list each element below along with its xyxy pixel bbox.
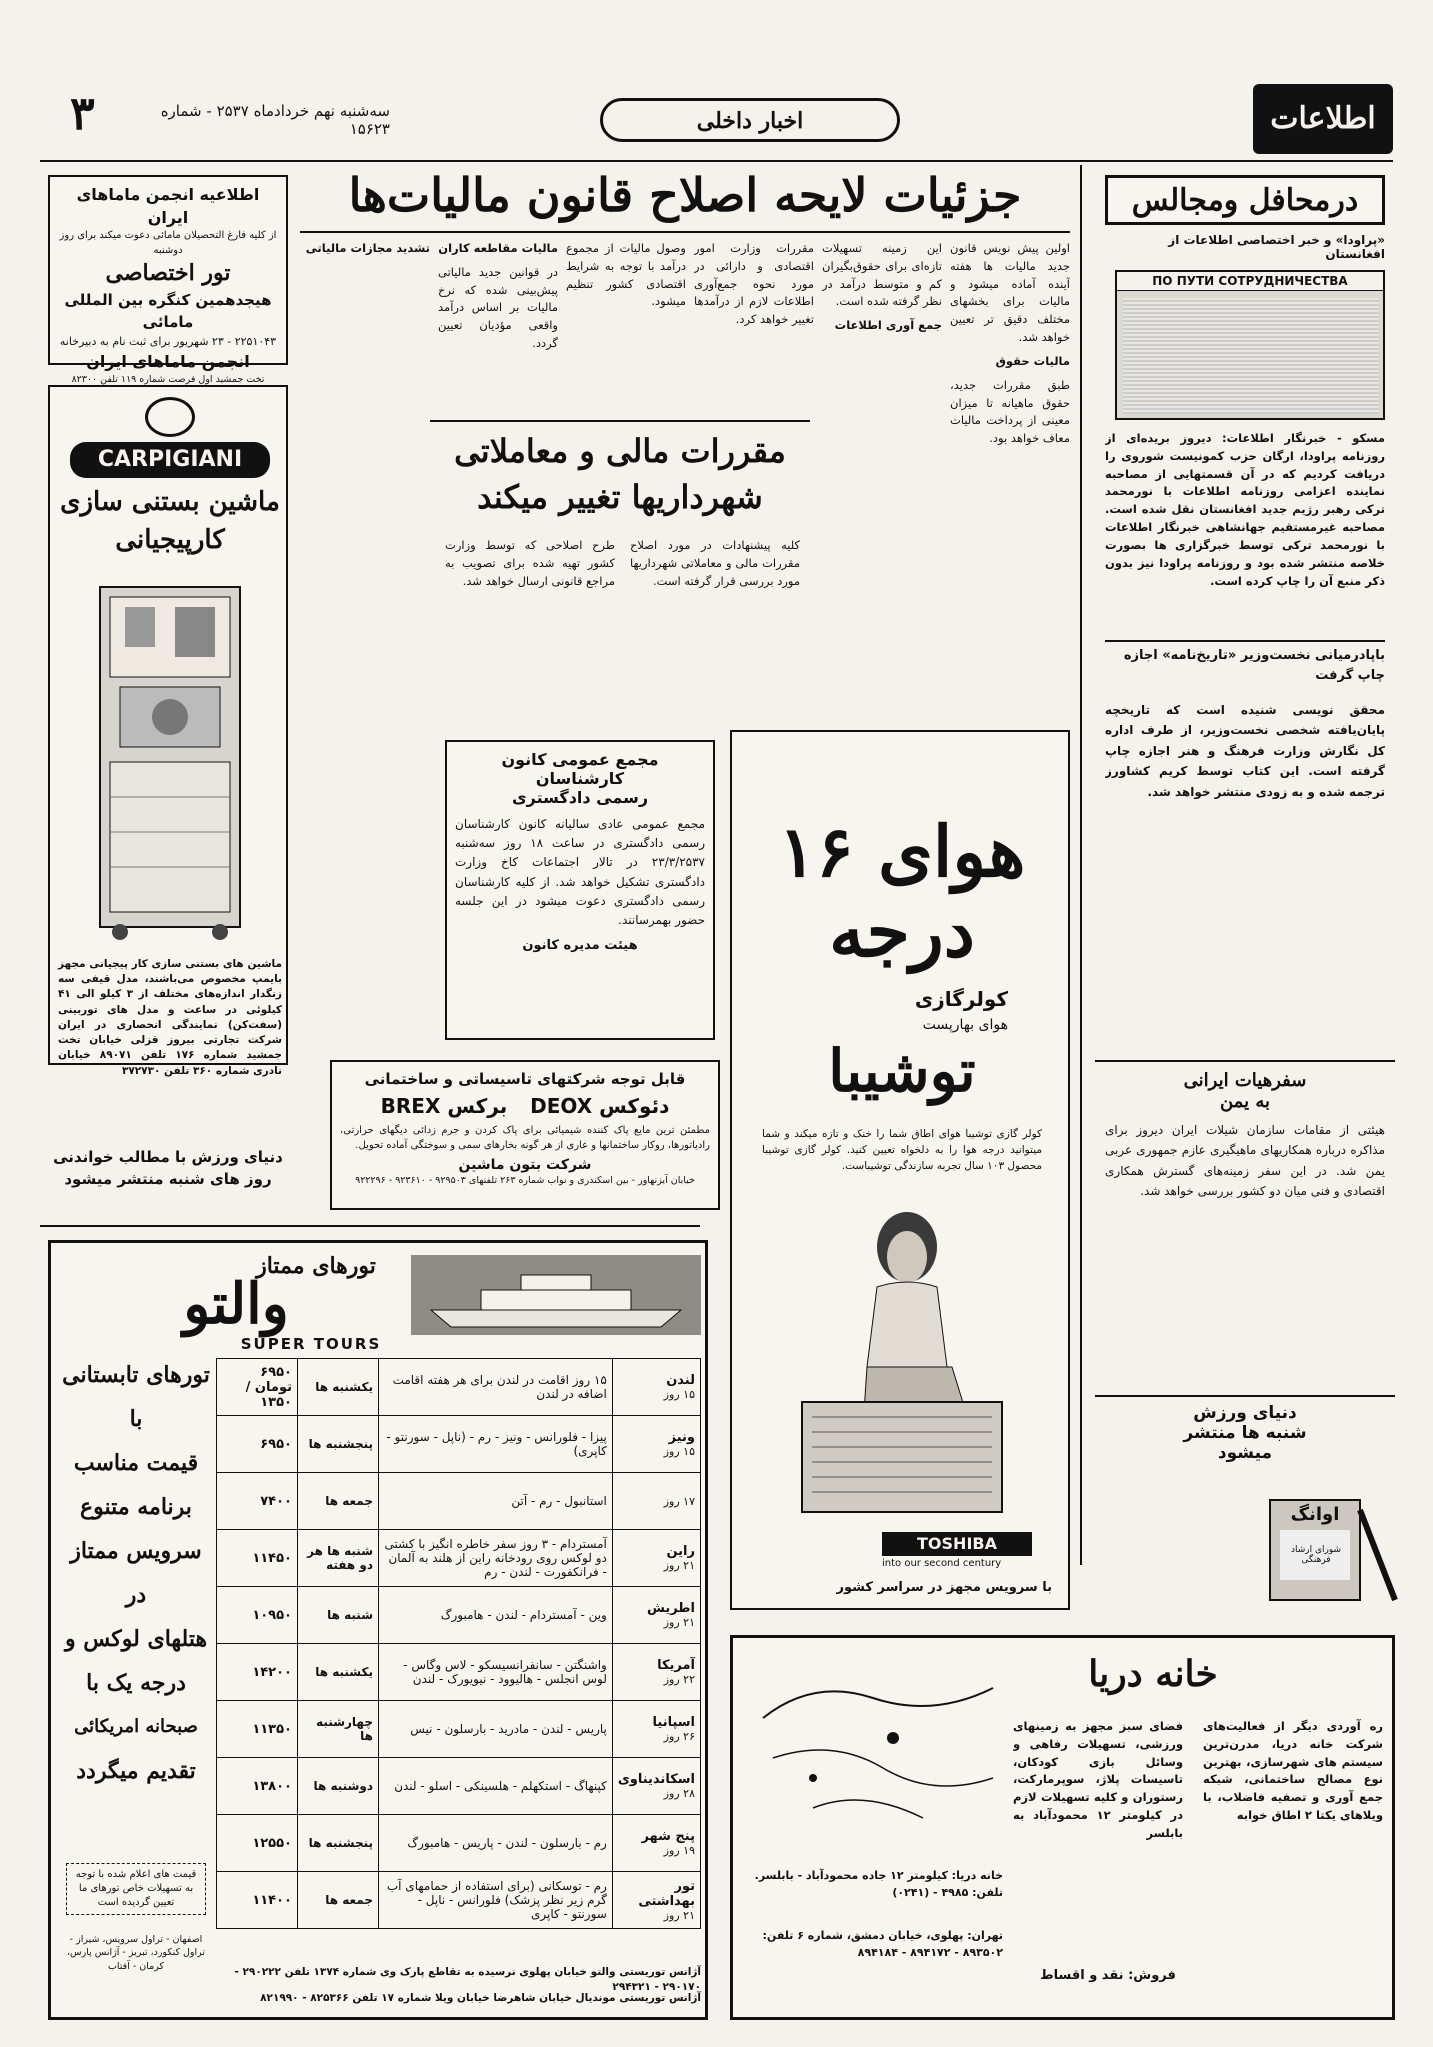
main-subhead: تشدید مجازات مالیاتی	[305, 241, 430, 255]
toshiba-model-image	[772, 1202, 1032, 1532]
tours-footer2: آژانس توریستی موندیال خیابان شاهرضا خیابان ویلا شماره ۱۷ تلفن ۸۲۵۳۶۶ - ۸۲۱۹۹۰	[260, 1992, 701, 2004]
deox-address: خیابان آیزنهاور - بین اسکندری و نواب شماره ۲۶۳ تلفنهای ۹۲۹۵۰۳ - ۹۲۳۶۱۰ - ۹۲۲۲۹۶	[355, 1175, 695, 1186]
tours-destination-name: تور بهداشتی	[638, 1878, 695, 1909]
midwives-line7: تخت جمشید اول فرصت شماره ۱۱۹ تلفن ۸۲۳۰۰	[71, 373, 265, 385]
tours-destination-name: اسکاندیناوی	[617, 1772, 695, 1787]
darya-ad	[730, 1635, 1395, 2020]
tours-row	[217, 1530, 701, 1587]
assemblies-caption: باپادرمیانی نخست‌وزیر «تاریخ‌نامه» اجازه چاپ گرفت	[1105, 640, 1385, 685]
tours-description: واشنگتن - سانفرانسیسکو - لاس وگاس - لوس انجلس - هالیوود - نیویورک - لندن	[379, 1644, 613, 1701]
tours-table	[216, 1358, 701, 1929]
tours-price: ۱۱۳۵۰	[217, 1701, 298, 1758]
tours-slogan-line: تورهای تابستانی	[62, 1362, 210, 1388]
rule-right-col	[1080, 165, 1082, 1565]
deox-company: شرکت بتون ماشین	[458, 1157, 592, 1173]
pravda-clipping	[1115, 270, 1385, 420]
rule-left-mid	[40, 1225, 700, 1227]
darya-map-image	[753, 1658, 1003, 1848]
ice-cream-machine-image	[80, 577, 260, 947]
tours-description: پاریس - لندن - مادرید - بارسلون - نیس	[379, 1701, 613, 1758]
main-paragraph: در قوانین جدید مالیاتی پیش‌بینی شده که نرخ مالیات بر اساس درآمد واقعی مؤدیان تعیین گردد.	[438, 264, 558, 351]
tours-duration: ۲۱ روز	[663, 1908, 695, 1922]
tours-description: پیزا - فلورانس - ونیز - رم - (ناپل - سورنتو - کاپری)	[379, 1416, 613, 1473]
tours-duration: ۲۱ روز	[663, 1559, 695, 1572]
tours-price: ۷۴۰۰	[217, 1473, 298, 1530]
main-article-headline: جزئیات لایحه اصلاح قانون مالیات‌ها	[348, 168, 1022, 222]
midwives-line5: ۲۲۵۱۰۴۳ - ۲۳ شهریور برای ثبت نام به دبیرخانه	[59, 334, 277, 348]
tours-price: ۱۳۸۰۰	[217, 1758, 298, 1815]
midwives-line1: اطلاعیه انجمن ماماهای ایران	[76, 185, 260, 228]
tours-description: کپنهاگ - استکهلم - هلسینکی - اسلو - لندن	[379, 1758, 613, 1815]
tours-destination	[612, 1359, 700, 1416]
midwives-notice	[48, 175, 288, 385]
tours-price: ۱۴۲۰۰	[217, 1644, 298, 1701]
deox-title: قابل توجه شرکتهای تاسیساتی و ساختمانی	[364, 1070, 686, 1088]
assemblies-body: مسکو - خبرنگار اطلاعات: دیروز بریده‌ای از روزنامه پراودا، ارگان حزب کمونیست شوروی را دریافت کردیم که در آن قسمتهایی از مصاحبه نماینده اعزامی روزنامه اطلاعات با نورمحمد ترکی رهبر رژیم جدید افغانستان نقل شده است. مصاحبه غیرمستقیم جهانشاهی خبرنگار اطلاعات با نورمحمد ترکی توسط خبرگزاری ها بصورت خلاصه منتشر شده بود و روزنامه پراودا نیز بدون ذکر منبع آن را چاپ کرده است.	[1105, 431, 1385, 588]
tours-price: ۱۲۵۵۰	[217, 1815, 298, 1872]
tours-day: جمعه ها	[298, 1872, 379, 1929]
tours-row	[217, 1815, 701, 1872]
tours-day: شنبه ها هر دو هفته	[298, 1530, 379, 1587]
tours-destination-name: لندن	[666, 1373, 695, 1388]
carpigiani-ad	[48, 385, 288, 1077]
sports-notice-left	[48, 1148, 288, 1208]
tours-destination-name: اطریش	[646, 1601, 695, 1616]
assemblies-intro: «پراودا» و خبر اختصاصی اطلاعات از افغانستان	[1168, 233, 1385, 261]
sports-right-line2: شنبه ها منتشر	[1183, 1423, 1307, 1443]
main-paragraph: طبق مقررات جدید، حقوق ماهیانه تا میزان معینی از پرداخت مالیات معاف خواهد بود.	[950, 377, 1070, 446]
toshiba-sub2: هوای بهارپست	[922, 1017, 1008, 1033]
main-col-6	[305, 240, 430, 680]
tours-price: ۶۹۵۰	[217, 1416, 298, 1473]
brex-brand-fa: برکس	[447, 1094, 508, 1118]
tours-row	[217, 1644, 701, 1701]
history-note: محقق نویسی شنیده است که تاریخچه پایان‌یافته شخصی نخست‌وزیر، از طرف اداره کل نگارش وزارت فرهنگ و هنر اجازه چاپ گرفته است. این کتاب توسط کریم کشاورز ترجمه شده و به زودی منتشر خواهد شد.	[1105, 703, 1385, 799]
tours-day: یکشنبه ها	[298, 1644, 379, 1701]
owl-caption: شورای ارشاد فرهنگی	[1290, 1545, 1342, 1565]
tours-destination-name: پنج شهر	[641, 1829, 695, 1844]
tours-price: ۶۹۵۰ تومان / ۱۳۵۰	[217, 1359, 298, 1416]
tours-table-wrap	[216, 1358, 701, 1958]
midwives-line2: از کلیه فارغ التحصیلان مامائی دعوت میکند برای روز دوشنبه	[59, 230, 277, 256]
tours-slogan-line: قیمت مناسب	[73, 1450, 199, 1476]
tours-footer1: آژانس توریستی والتو خیابان پهلوی نرسیده به تقاطع پارک وی شماره ۱۳۷۴ تلفن ۲۹۰۲۲۲ - ۲۹۰۱۷۰ - ۲۹۴۳۲۱	[234, 1966, 701, 1993]
tours-destination	[612, 1587, 700, 1644]
deox-brand-en: DEOX	[530, 1094, 593, 1118]
carpigiani-title1: ماشین بستنی سازی	[60, 487, 280, 517]
tours-day: جمعه ها	[298, 1473, 379, 1530]
tours-description: استانبول - رم - آتن	[379, 1473, 613, 1530]
ambassador-article	[1095, 1060, 1395, 1390]
tours-price: ۱۰۹۵۰	[217, 1587, 298, 1644]
tours-duration: ۱۷ روز	[663, 1494, 695, 1508]
municipal-headline1: مقررات مالی و معاملاتی	[454, 432, 786, 470]
toshiba-ad	[730, 730, 1070, 1610]
deox-body: مطمئن ترین مایع پاک کننده شیمیائی برای پاک کردن و جرم زدائی دیگهای حرارتی، رادیاتورها، روکار ساختمانها و عاری از هر گونه بخارهای سمی و سوختگی آماده تحویل.	[340, 1125, 710, 1151]
tours-day: چهارشنبه ها	[298, 1701, 379, 1758]
darya-brand: خانه دریا	[1088, 1653, 1218, 1695]
tours-description: وین - آمستردام - لندن - هامبورگ	[379, 1587, 613, 1644]
assemblies-column	[1095, 165, 1395, 695]
tours-side-slogans	[61, 1353, 211, 1853]
tours-day: شنبه ها	[298, 1587, 379, 1644]
tours-note: قیمت های اعلام شده با توجه به تسهیلات خاص تورهای ما تعیین گردیده است	[66, 1863, 206, 1915]
toshiba-body: کولر گازی توشیبا هوای اطاق شما را خنک و تازه میکند و شما میتوانید درجه هوا را به دلخواه تعیین کنید. کولر گازی توشیبا محصول ۱۰۳ سال تجربه سازندگی توشیباست.	[762, 1128, 1042, 1172]
tours-destination	[612, 1644, 700, 1701]
tours-destination-name: راین	[666, 1544, 695, 1559]
tours-duration: ۲۲ روز	[663, 1673, 695, 1686]
date-line: سه‌شنبه نهم خردادماه ۲۵۳۷ - شماره ۱۵۶۲۳	[160, 102, 390, 138]
section-title: اخبار داخلی	[696, 108, 804, 134]
owl-ad	[1240, 1490, 1400, 1610]
sports-notice-right	[1095, 1395, 1395, 1485]
tours-slogan-line: تقدیم میگردد	[76, 1758, 196, 1784]
ambassador-title2: به یمن	[1219, 1091, 1271, 1112]
midwives-line4: هیجدهمین کنگره بین المللی مامائی	[64, 291, 272, 332]
midwives-line3: تور اختصاصی	[105, 260, 231, 287]
tours-description: ۱۵ روز اقامت در لندن برای هر هفته اقامت اضافه در لندن	[379, 1359, 613, 1416]
accountants-signature: هیئت مدیره کانون	[522, 938, 638, 954]
owl-brand: اوانگ	[1290, 1504, 1340, 1525]
main-subhead: مالیات مقاطعه کاران	[438, 241, 558, 255]
tours-description: رم - توسکانی (برای استفاده از حمامهای آب گرم زیر نظر پزشک) فلورانس - ناپل - سورنتو - کاپری	[379, 1872, 613, 1929]
sports-left-line1: دنیای ورزش با مطالب خواندنی	[53, 1148, 283, 1166]
accountants-body: مجمع عمومی عادی سالیانه کانون کارشناسان رسمی دادگستری در ساعت ۱۸ روز سه‌شنبه ۲۳/۳/۲۵۳۷ در تالار اجتماعات کاخ وزارت دادگستری تشکیل خواهد شد. از کلیه کارشناسان رسمی دادگستری دعوت میشود در این جلسه حضور بهمرسانند.	[455, 817, 705, 927]
main-paragraph: این زمینه تسهیلات تازه‌ای برای حقوق‌بگیران کم و متوسط درآمد در نظر گرفته شده است.	[822, 241, 942, 309]
accountants-title1: مجمع عمومی کانون کارشناسان	[501, 750, 659, 788]
municipal-headline2: شهرداریها تغییر میکند	[477, 478, 763, 516]
tours-day: پنجشنبه ها	[298, 1815, 379, 1872]
tours-day: پنجشنبه ها	[298, 1416, 379, 1473]
tours-destination	[612, 1758, 700, 1815]
toshiba-sub1: کولرگازی	[914, 987, 1008, 1011]
tours-duration: ۲۱ روز	[663, 1616, 695, 1629]
tours-row	[217, 1587, 701, 1644]
carpigiani-footer: ماشین های بستنی سازی کار پیجیانی مجهز بایمپ مخصوص می‌باشند، مدل قیفی سه زنگدار اندازه‌های مختلف از ۳ کیلو الی ۴۱ کیلوئی در ساعت و مدل های توربینی (سفت‌کن) نمایندگی انحصاری در ایران شرکت تجارتی بیروز قزلی خیابان تخت جمشید شماره ۱۷۶ تلفن ۸۹۰۷۱ خیابان نادری شماره ۳۶۰ تلفن ۳۷۲۷۳۰	[58, 958, 282, 1077]
tours-brand: والتو	[183, 1271, 289, 1337]
toshiba-brand-fa: توشیبا	[828, 1037, 976, 1105]
tours-slogan-line: سرویس ممتاز	[70, 1538, 202, 1564]
tours-row	[217, 1758, 701, 1815]
darya-col1: فضای سبز مجهز به زمینهای ورزشی، تسهیلات رفاهی و وسائل بازی کودکان، تاسیسات پلاژ، سوپرمارکت، رستوران و کلیه تسهیلات لازم در کیلومتر ۱۲ محمودآباد به بابلسر	[1013, 1719, 1183, 1840]
accountants-title2: رسمی دادگستری	[511, 788, 649, 807]
tours-duration: ۱۵ روز	[663, 1388, 695, 1401]
tours-destination	[612, 1416, 700, 1473]
tours-destination	[612, 1701, 700, 1758]
sports-right-line1: دنیای ورزش	[1193, 1403, 1297, 1423]
ambassador-title1: سفرهیات ایرانی	[1183, 1070, 1307, 1091]
toshiba-footer: با سرویس مجهز در سراسر کشور	[836, 1580, 1052, 1595]
carpigiani-emblem	[145, 397, 195, 437]
toshiba-headline1: هوای ۱۶	[778, 810, 1026, 893]
municipal-col-2	[445, 537, 615, 697]
main-col-3	[694, 240, 814, 420]
darya-address1: خانه دریا: کیلومتر ۱۲ جاده محمودآباد - بابلسر. تلفن: ۴۹۸۵ - (۰۲۴۱)	[754, 1869, 1003, 1899]
tours-ad	[48, 1240, 708, 2020]
tours-slogan-line: هتلهای لوکس و	[64, 1626, 208, 1652]
tours-slogan-line: با	[129, 1406, 143, 1432]
tours-row	[217, 1416, 701, 1473]
accountants-notice	[445, 740, 715, 1040]
main-paragraph: وصول مالیات از مجموع درآمد با توجه به شرایط اقتصادی کشور تنظیم میشود.	[566, 241, 686, 309]
tours-slogan-line: صبحانه امریکائی	[74, 1716, 198, 1737]
tours-row	[217, 1701, 701, 1758]
darya-address2: تهران: پهلوی، خیابان دمشق، شماره ۶ تلفن: ۸۹۳۵۰۲ - ۸۹۴۱۷۲ - ۸۹۴۱۸۴	[762, 1929, 1003, 1959]
tours-slogan-line: در	[125, 1582, 147, 1608]
tours-brand-en: SUPER TOURS	[240, 1335, 382, 1353]
main-col-2	[822, 240, 942, 680]
toshiba-brand-en: TOSHIBA	[882, 1532, 1032, 1556]
main-paragraph: اولین پیش نویس قانون جدید مالیات ها هفته آینده آماده میشود و مالیات برای بخشهای مختلف دقیق تر تعیین خواهد شد.	[950, 241, 1070, 345]
toshiba-slogan: into our second century	[882, 1558, 1002, 1569]
masthead-rule	[40, 160, 1393, 162]
tours-description: رم - بارسلون - لندن - پاریس - هامبورگ	[379, 1815, 613, 1872]
main-subhead: جمع آوری اطلاعات	[834, 318, 942, 333]
brex-brand-en: BREX	[380, 1094, 441, 1118]
tours-ship-image	[411, 1255, 701, 1335]
tours-destination	[612, 1530, 700, 1587]
municipal-article	[430, 420, 810, 710]
municipal-paragraph: طرح اصلاحی که توسط وزارت کشور تهیه شده برای تصویب به مراجع قانونی ارسال خواهد شد.	[445, 538, 615, 588]
deox-brand-fa: دئوکس	[599, 1094, 670, 1118]
masthead	[30, 80, 1403, 160]
tours-duration: ۲۶ روز	[663, 1730, 695, 1743]
newspaper-logo	[1253, 84, 1393, 154]
ambassador-body: هیئتی از مقامات سازمان شیلات ایران دیروز برای مذاکره درباره همکاریهای ماهیگیری عازم جمهوری عربی یمن شد. در این سفر زمینه‌های گسترش همکاری اقتصادی و فنی میان دو کشور بررسی خواهد شد.	[1105, 1123, 1385, 1199]
tours-destination-name: ونیز	[668, 1430, 695, 1445]
tours-row	[217, 1359, 701, 1416]
municipal-paragraph: کلیه پیشنهادات در مورد اصلاح مقررات مالی و معاملاتی شهرداریها مورد بررسی قرار گرفته است.	[630, 538, 800, 588]
assemblies-title: درمحافل ومجالس	[1105, 175, 1385, 225]
tours-duration: ۱۵ روز	[663, 1445, 695, 1458]
tours-destination-name: آمریکا	[657, 1658, 695, 1673]
tours-row	[217, 1872, 701, 1929]
darya-installments: فروش: نقد و اقساط	[1040, 1968, 1176, 1983]
sports-left-line2: روز های شنبه منتشر میشود	[64, 1170, 272, 1188]
tours-duration: ۲۸ روز	[663, 1787, 695, 1800]
sports-right-line3: میشود	[1217, 1443, 1273, 1463]
tours-day: یکشنبه ها	[298, 1359, 379, 1416]
tours-destination	[612, 1815, 700, 1872]
carpigiani-brand: CARPIGIANI	[70, 442, 270, 478]
carpigiani-title2: کارپیجیانی	[115, 525, 225, 555]
tours-destination	[612, 1473, 700, 1530]
logo-text: اطلاعات	[1270, 101, 1376, 136]
main-paragraph: مقررات وزارت امور اقتصادی و دارائی در مورد نحوه جمع‌آوری اطلاعات لازم از درآمدها تغییر خواهد کرد.	[694, 241, 814, 327]
tours-description: آمستردام - ۳ روز سفر خاطره انگیز با کشتی دو لوکس روی رودخانه راین از هلند به آلمان - فرانکفورت - لندن - رم	[379, 1530, 613, 1587]
tours-slogan-line: برنامه متنوع	[80, 1494, 192, 1520]
toshiba-headline2: درجه	[829, 890, 975, 973]
tours-slogan-line: درجه یک با	[86, 1670, 186, 1696]
main-col-1	[950, 240, 1070, 680]
page-number: ۳	[70, 86, 95, 140]
section-title-box	[600, 98, 900, 142]
tours-row	[217, 1473, 701, 1530]
tours-brand-small: تورهای ممتاز	[256, 1253, 376, 1279]
darya-col2: ره آوردی دیگر از فعالیت‌های شرکت خانه دریا، مدرن‌ترین سیستم های شهرسازی، بهترین نوع مصالح ساختمانی، شبکه جمع آوری و تصفیه فاضلاب، با ویلاهای یکتا ۲ اطاق خوابه	[1203, 1719, 1383, 1823]
tours-price: ۱۱۴۰۰	[217, 1872, 298, 1929]
pravda-clipping-title: ПО ПУТИ СОТРУДНИЧЕСТВА	[1117, 272, 1383, 291]
tours-destination	[612, 1872, 700, 1929]
tours-branches: اصفهان - تراول سرویس، شیراز - تراول کنکورد، تبریز - آژانس پارس، کرمان - آفتاب	[66, 1934, 206, 1972]
tours-price: ۱۱۴۵۰	[217, 1530, 298, 1587]
pravda-clipping-text-image	[1123, 298, 1379, 414]
main-subhead: مالیات حقوق	[995, 353, 1070, 368]
deox-ad	[330, 1060, 720, 1210]
tours-day: دوشنبه ها	[298, 1758, 379, 1815]
tours-destination-name: اسپانیا	[652, 1715, 695, 1730]
tours-duration: ۱۹ روز	[663, 1844, 695, 1857]
midwives-line6: انجمن ماماهای ایران	[86, 351, 250, 371]
main-col-4	[566, 240, 686, 420]
municipal-col-1	[630, 537, 800, 697]
main-article-rule	[300, 231, 1070, 233]
